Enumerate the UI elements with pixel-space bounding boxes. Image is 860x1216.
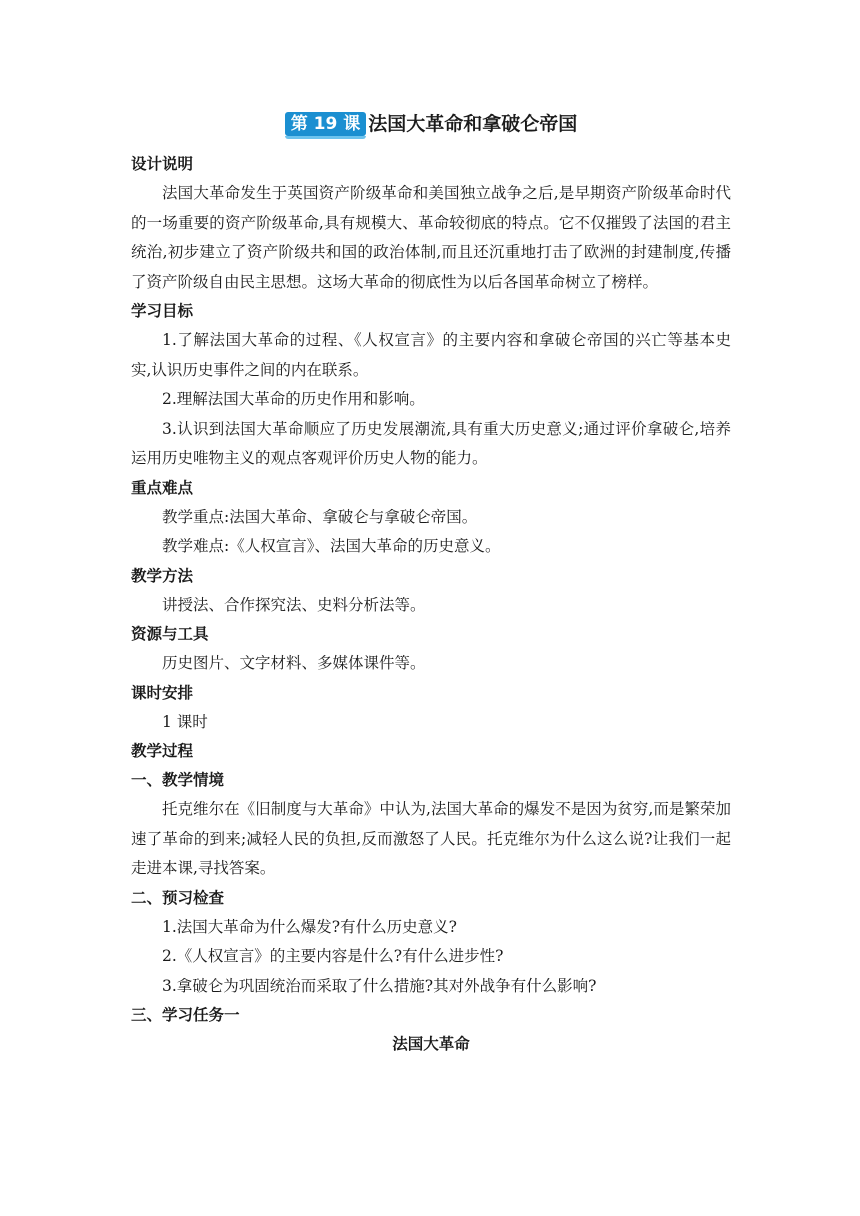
lesson-number-badge: 第 19 课 <box>285 112 367 136</box>
heading-situation: 一、教学情境 <box>131 771 225 789</box>
lesson-title-row <box>131 108 731 138</box>
heading-goals: 学习目标 <box>131 302 194 320</box>
document-page <box>131 108 731 1059</box>
goal-item: 2.理解法国大革命的历史作用和影响。 <box>162 390 425 408</box>
heading-schedule: 课时安排 <box>131 683 194 702</box>
lesson-title: 法国大革命和拿破仑帝国 <box>368 112 578 135</box>
heading-methods: 教学方法 <box>131 566 194 585</box>
heading-keypoints: 重点难点 <box>131 478 194 497</box>
heading-preview: 二、预习检查 <box>131 888 225 907</box>
preview-question: 1.法国大革命为什么爆发?有什么历史意义? <box>162 917 457 936</box>
preview-question: 3.拿破仑为巩固统治而采取了什么措施?其对外战争有什么影响? <box>162 976 597 995</box>
resources-text: 历史图片、文字材料、多媒体课件等。 <box>162 654 426 672</box>
schedule-text: 1 课时 <box>162 712 208 731</box>
heading-design: 设计说明 <box>131 155 194 173</box>
design-paragraph: 法国大革命发生于英国资产阶级革命和美国独立战争之后,是早期资产阶级革命时代的一场重要的资产阶级革命,具有规模大、革命较彻底的特点。它不仅摧毁了法国的君主统治,初步建立了资产阶级共和国的政治体制,而且还沉重地打击了欧洲的封建制度,传播了资产阶级自由民主思想。这场大革命的彻底性为以后各国革命树立了榜样。 <box>131 184 731 291</box>
heading-process: 教学过程 <box>131 742 194 760</box>
methods-text: 讲授法、合作探究法、史料分析法等。 <box>162 595 426 614</box>
keypoint-item: 教学重点:法国大革命、拿破仑与拿破仑帝国。 <box>162 507 478 526</box>
preview-question: 2.《人权宣言》的主要内容是什么?有什么进步性? <box>162 947 504 965</box>
task1-subtitle: 法国大革命 <box>392 1035 470 1053</box>
situation-paragraph: 托克维尔在《旧制度与大革命》中认为,法国大革命的爆发不是因为贫穷,而是繁荣加速了革命的到来;减轻人民的负担,反而激怒了人民。托克维尔为什么这么说?让我们一起走进本课,寻找答案。 <box>131 800 731 877</box>
heading-resources: 资源与工具 <box>131 625 209 643</box>
heading-task1: 三、学习任务一 <box>131 1006 240 1024</box>
goal-item: 3.认识到法国大革命顺应了历史发展潮流,具有重大历史意义;通过评价拿破仑,培养运用历史唯物主义的观点客观评价历史人物的能力。 <box>131 419 731 467</box>
goal-item: 1.了解法国大革命的过程、《人权宣言》的主要内容和拿破仑帝国的兴亡等基本史实,认识历史事件之间的内在联系。 <box>131 331 731 379</box>
keypoint-item: 教学难点:《人权宣言》、法国大革命的历史意义。 <box>162 537 501 555</box>
